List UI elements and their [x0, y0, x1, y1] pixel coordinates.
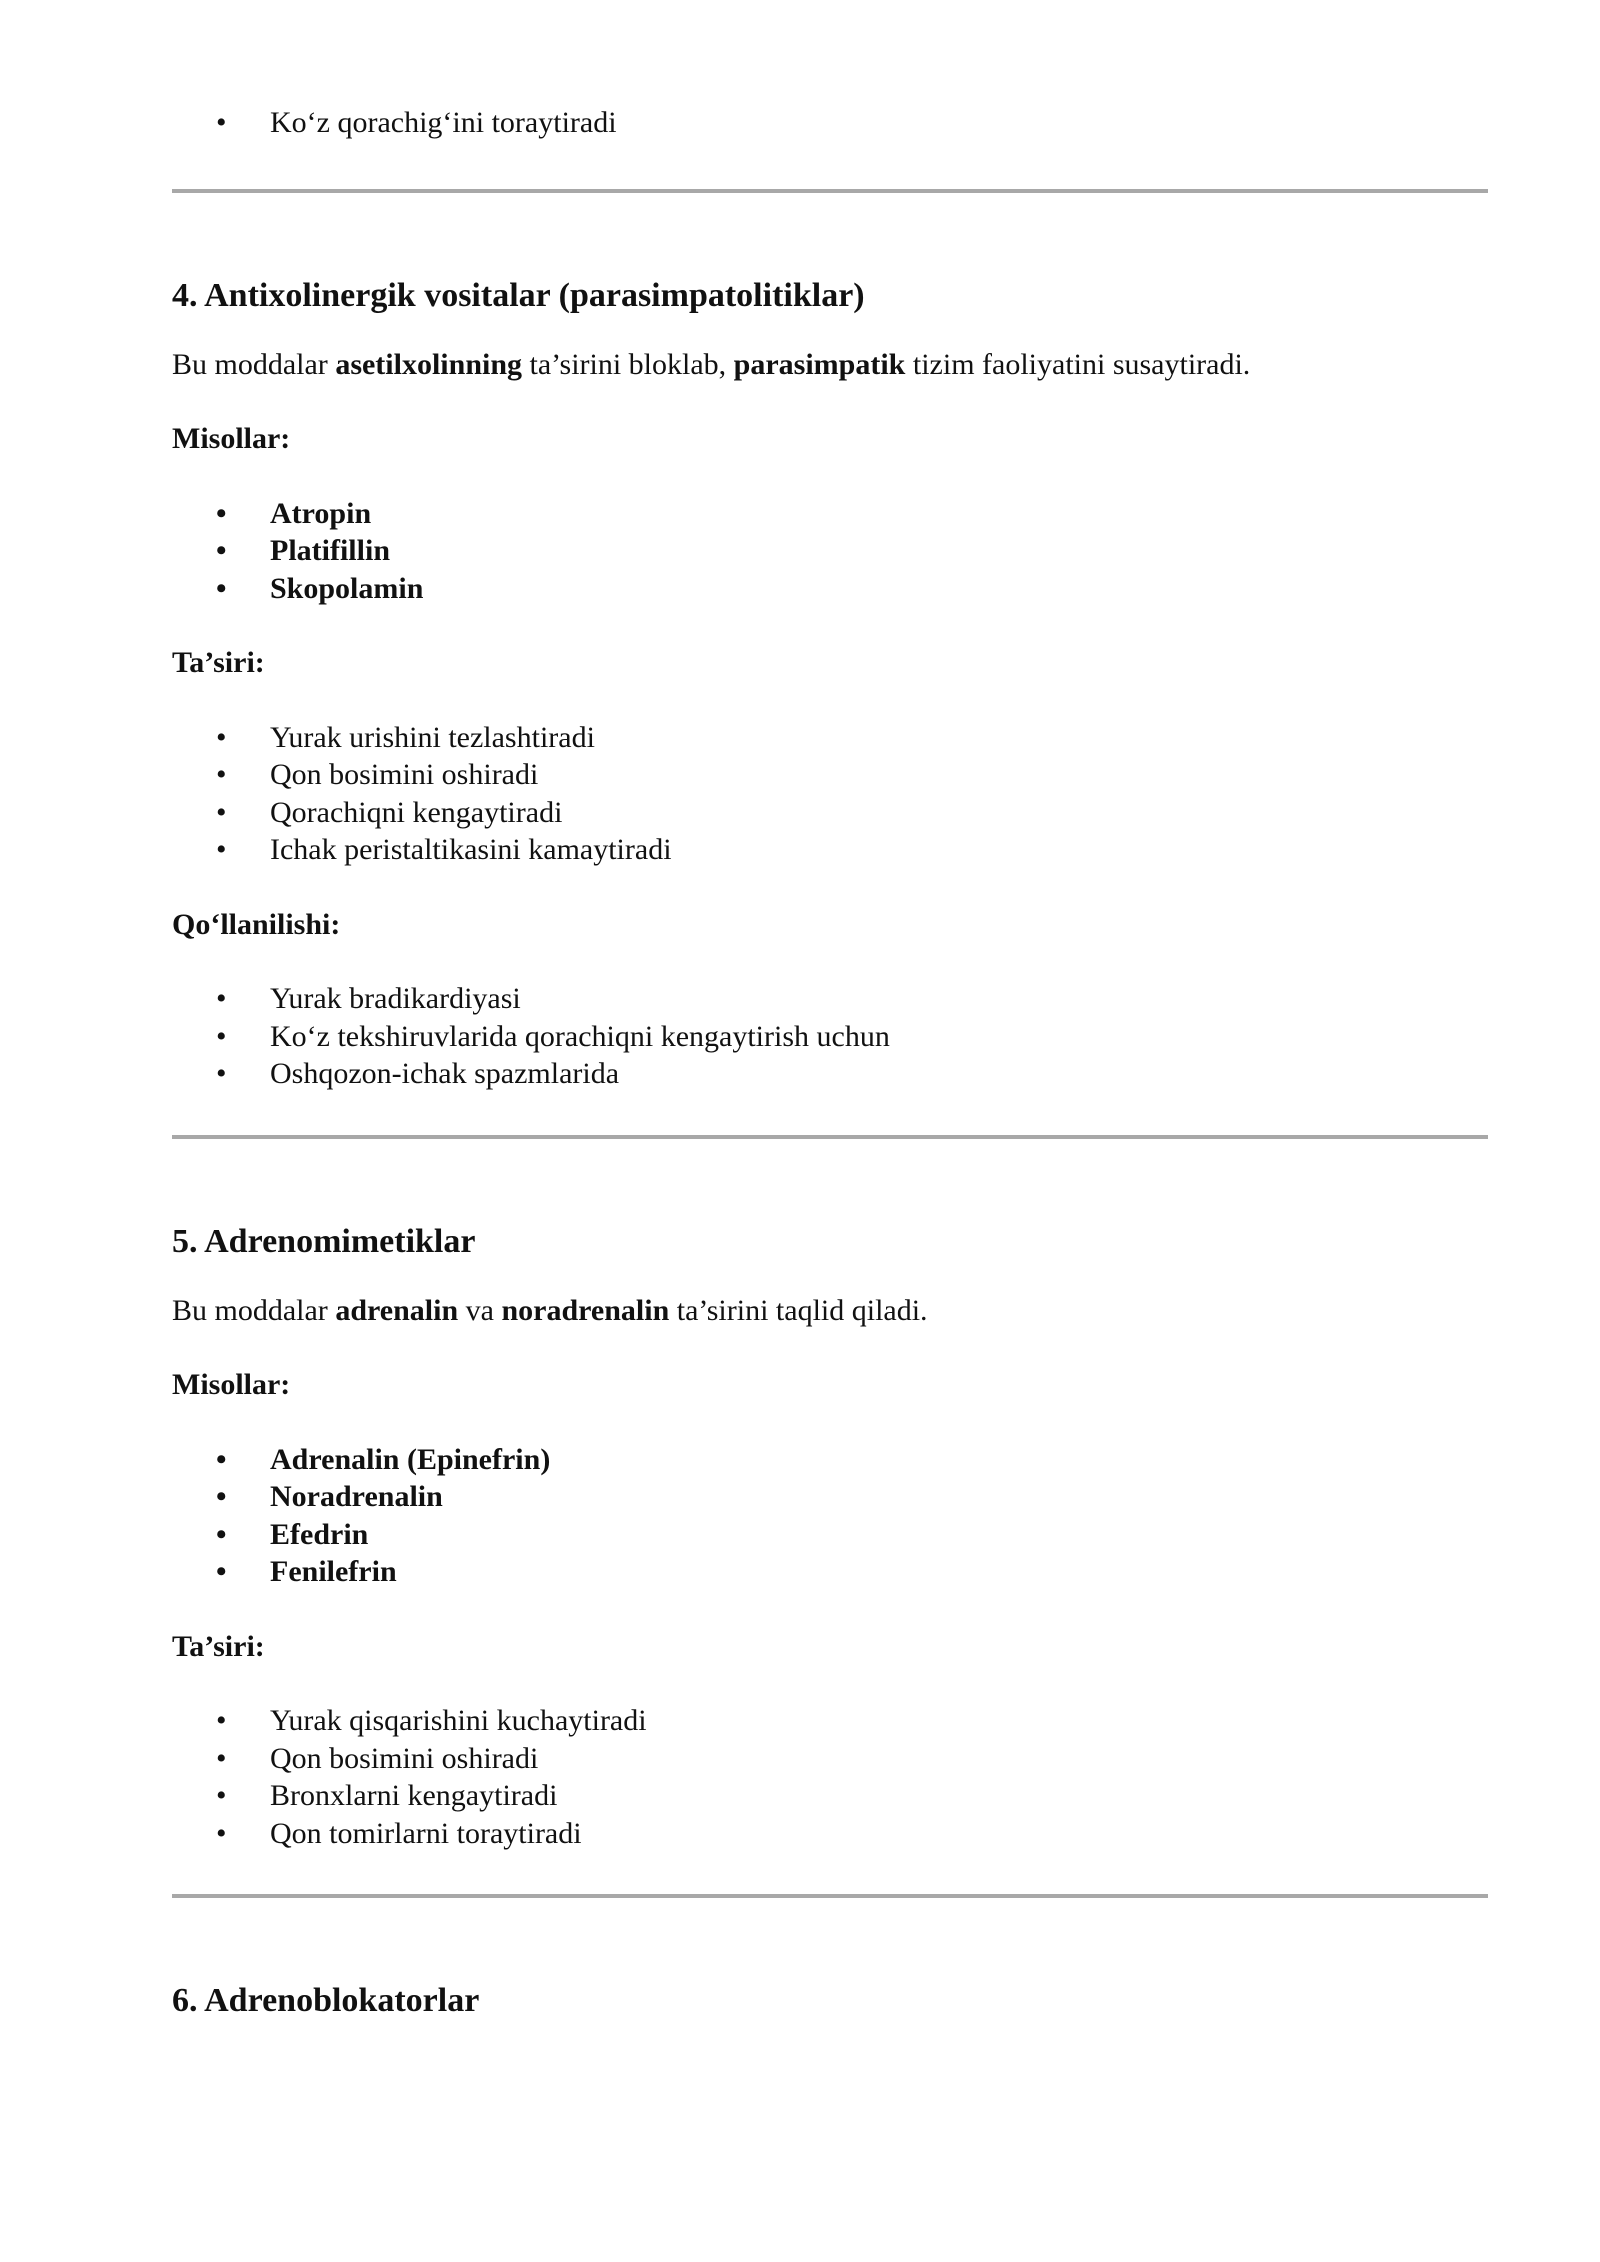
examples-list	[172, 495, 1488, 608]
section-5-intro: Bu moddalar adrenalin va noradrenalin ta’sirini taqlid qiladi.	[172, 1293, 928, 1327]
list-item: • Ko‘z tekshiruvlarida qorachiqni kengaytirish uchun	[172, 1018, 1488, 1056]
examples-label: Misollar:	[172, 1368, 291, 1401]
list-item: • Ko‘z qorachig‘ini toraytiradi	[172, 104, 1488, 142]
effects-label: Ta’siri:	[172, 646, 265, 679]
section-4-heading: 4. Antixolinergik vositalar (parasimpatolitiklar)	[172, 276, 865, 314]
effects-label: Ta’siri:	[172, 1629, 265, 1663]
list-item: • Qorachiqni kengaytiradi	[172, 794, 1488, 832]
list-item: • Fenilefrin	[172, 1553, 1488, 1591]
section-5-heading: 5. Adrenomimetiklar	[172, 1222, 476, 1260]
list-item: • Yurak bradikardiyasi	[172, 980, 1488, 1018]
document-content	[172, 104, 1488, 2023]
section-divider	[172, 189, 1488, 193]
list-item: • Qon tomirlarni toraytiradi	[172, 1815, 1488, 1853]
usage-list	[172, 980, 1488, 1093]
bold-term: asetilxolinning	[335, 347, 523, 381]
list-item: • Yurak urishini tezlashtiradi	[172, 719, 1488, 757]
effects-list	[172, 719, 1488, 869]
list-item: • Noradrenalin	[172, 1478, 1488, 1516]
list-item: • Qon bosimini oshiradi	[172, 756, 1488, 794]
list-item: • Bronxlarni kengaytiradi	[172, 1777, 1488, 1815]
list-item: • Skopolamin	[172, 570, 1488, 608]
examples-label: Misollar:	[172, 422, 291, 455]
section-4-intro: Bu moddalar asetilxolinning ta’sirini bloklab, parasimpatik tizim faoliyatini susaytiradi.	[172, 347, 1251, 381]
list-item: • Ichak peristaltikasini kamaytiradi	[172, 831, 1488, 869]
bold-term: noradrenalin	[501, 1293, 670, 1327]
bold-term: parasimpatik	[733, 347, 906, 381]
section-divider	[172, 1894, 1488, 1898]
list-item: • Qon bosimini oshiradi	[172, 1740, 1488, 1778]
usage-label: Qo‘llanilishi:	[172, 907, 341, 941]
list-item: • Platifillin	[172, 532, 1488, 570]
list-item: • Efedrin	[172, 1516, 1488, 1554]
bold-term: adrenalin	[335, 1293, 459, 1327]
examples-list	[172, 1441, 1488, 1591]
list-item: • Oshqozon-ichak spazmlarida	[172, 1055, 1488, 1093]
effects-list	[172, 1702, 1488, 1852]
section-6-heading: 6. Adrenoblokatorlar	[172, 1982, 480, 2019]
section-divider	[172, 1135, 1488, 1139]
list-item: • Adrenalin (Epinefrin)	[172, 1441, 1488, 1479]
list-item: • Atropin	[172, 495, 1488, 533]
list-item: • Yurak qisqarishini kuchaytiradi	[172, 1702, 1488, 1740]
top-list	[172, 104, 1488, 142]
